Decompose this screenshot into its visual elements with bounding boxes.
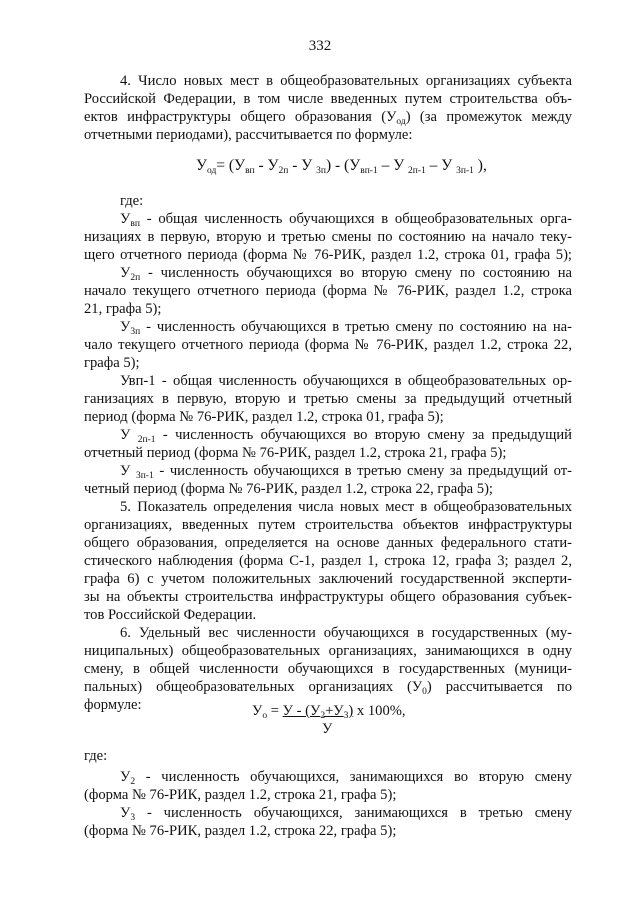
def-u2p1-line-1: У $_{2п-1}$ - численность обучающихся во вторую смену за предыдущий	[120, 427, 572, 445]
def-uvp1-line-3: период (форма № 76-РИК, раздел 1.2, строка 01, графа 5);	[84, 409, 444, 425]
def-u3p-line-2: чало текущего отчетного периода (форма № 76-РИК, раздел 1.2, строка 22,	[84, 337, 572, 353]
def-u3p1-line-1: У $_{3п-1}$ - численность обучающихся в третью смену за предыдущий от-	[120, 463, 572, 481]
def-u2-line-2: (форма № 76-РИК, раздел 1.2, строка 21, графа 5);	[84, 787, 397, 803]
p5-line-4: стического наблюдения (форма С-1, раздел 1, строка 12, графа 3; раздел 2,	[84, 553, 572, 569]
p5-line-1: 5. Показатель определения числа новых мест в общеобразовательных	[120, 499, 572, 515]
p5-line-6: зы на объекты строительства инфраструктуры общего образования субъек-	[84, 589, 572, 605]
p6-line-2: ниципальных) общеобразовательных организациях, занимающихся в одну	[84, 643, 572, 659]
def-u3p-line-1: $У_{3п}$ - численность обучающихся в третью смену по состоянию на на-	[120, 319, 572, 337]
p4-line-4: отчетными периодами), рассчитывается по формуле:	[84, 127, 413, 143]
p6-line-4: пальных) общеобразовательных организациях $(У_0)$ рассчитывается по	[84, 679, 572, 697]
p5-line-3: общего образования, определяется на основе данных федерального стати-	[84, 535, 572, 551]
def-uvp-line-2: низациях в первую, вторую и третью смены по состоянию на начало теку-	[84, 229, 572, 245]
def-u3p-line-3: графа 5);	[84, 355, 140, 371]
def-u2p-line-3: 21, графа 5);	[84, 301, 162, 317]
def-uvp-line-1: $У_{вп}$ - общая численность обучающихся в общеобразовательных орга-	[120, 211, 572, 229]
def-uvp1-line-1: Увп-1 - общая численность обучающихся в общеобразовательных ор-	[120, 373, 572, 389]
def-u2-line-1: $У_2$ - численность обучающихся, занимающихся во вторую смену	[120, 769, 572, 787]
page-number: 332	[308, 38, 332, 54]
def-u3-line-2: (форма № 76-РИК, раздел 1.2, строка 22, графа 5);	[84, 823, 397, 839]
p6-line-1: 6. Удельный вес численности обучающихся в государственных (му-	[120, 625, 572, 641]
p5-line-7: тов Российской Федерации.	[84, 607, 257, 623]
where-label-1: где:	[120, 193, 144, 209]
def-u3-line-1: $У_3$ - численность обучающихся, занимающихся в третью смену	[120, 805, 572, 823]
where-label-2: где:	[84, 748, 108, 764]
formula-one-shift-share: $У_о = У - (У_2+У_3)$ х 100%,	[252, 703, 406, 721]
def-u3p1-line-2: четный период (форма № 76-РИК, раздел 1.2, строка 22, графа 5);	[84, 481, 493, 497]
def-uvp-line-3: щего отчетного периода (форма № 76-РИК, раздел 1.2, строка 01, графа 5);	[84, 247, 572, 263]
def-u2p-line-2: начало текущего отчетного периода (форма № 76-РИК, раздел 1.2, строка	[84, 283, 572, 299]
p6-line-5: формуле:	[84, 697, 142, 713]
formula-denominator: У	[322, 721, 333, 737]
p4-line-1: 4. Число новых мест в общеобразовательных организациях субъекта	[120, 73, 572, 89]
p4-line-2: Российской Федерации, в том числе введенных путем строительства объ-	[84, 91, 572, 107]
p4-line-3: ектов инфраструктуры общего образования $(У_{од})$ (за промежуток между	[84, 109, 573, 127]
formula-new-places: $У_{од}= (У_{вп} - У_{2п} - У$ $_{3п}) - (У_{вп-1}$ – У $_{2п-1}$ – У $_{3п-1}$ ),	[196, 157, 487, 176]
def-u2p1-line-2: отчетный период (форма № 76-РИК, раздел 1.2, строка 21, графа 5);	[84, 445, 507, 461]
p6-line-3: смену, в общей численности обучающихся в государственных (муници-	[84, 661, 572, 677]
p5-line-2: организациях, введенных путем строительства объектов инфраструктуры	[84, 517, 572, 533]
def-uvp1-line-2: ганизациях в первую, вторую и третью смены за предыдущий отчетный	[84, 391, 572, 407]
def-u2p-line-1: $У_{2п}$ - численность обучающихся во вторую смену по состоянию на	[120, 265, 572, 283]
p5-line-5: графа 6) с учетом положительных заключений государственной эксперти-	[84, 571, 572, 587]
